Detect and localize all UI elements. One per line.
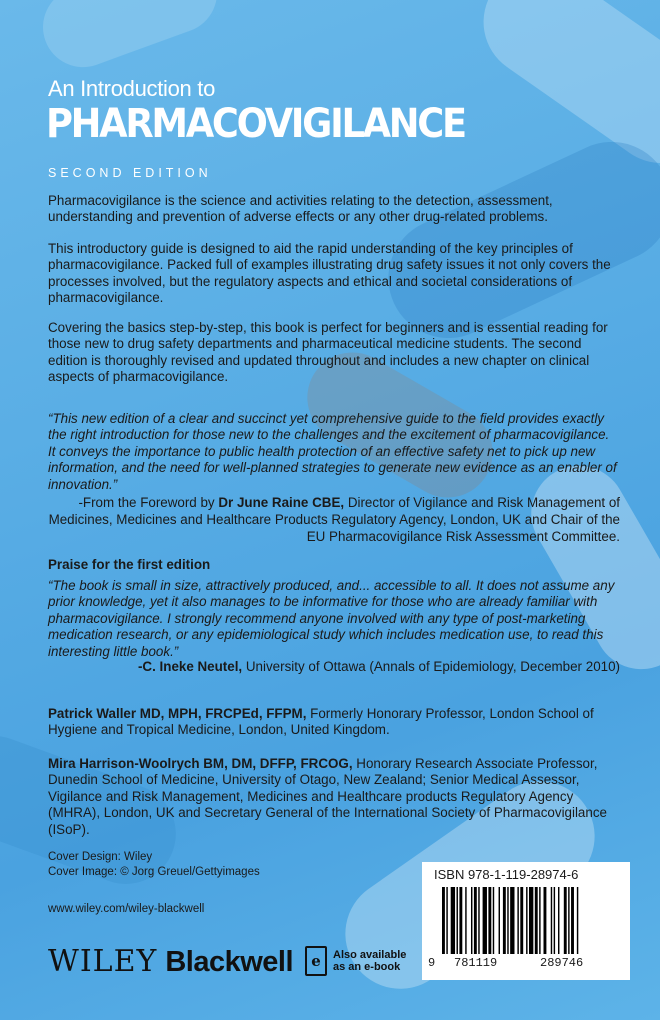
barcode-bar bbox=[526, 887, 527, 954]
barcode-bar bbox=[493, 887, 494, 954]
barcode-bar bbox=[451, 887, 455, 954]
foreword-quote: “This new edition of a clear and succinct yet comprehensive guide to the field provides exactly the right introduction for those new to the challenges and the excitement of pharmacovigilance. It conveys the importance to public health protection of an effective safety net to pick up new information, and the need for well-planned strategies to generate new evidence as an enabler of innovation.” bbox=[48, 411, 617, 492]
ebook-icon bbox=[305, 946, 327, 976]
praise-heading: Praise for the first edition bbox=[48, 557, 211, 572]
decorative-capsule bbox=[32, 0, 229, 78]
wiley-wordmark: WILEY bbox=[48, 944, 158, 979]
barcode-bar bbox=[465, 887, 466, 954]
foreword-prefix: -From the Foreword by bbox=[78, 495, 219, 510]
book-title: PHARMACOVIGILANCE bbox=[46, 101, 465, 147]
barcode-bar bbox=[499, 887, 500, 954]
barcode-bar bbox=[471, 887, 472, 954]
barcode-bar bbox=[478, 887, 479, 954]
ebook-badge bbox=[305, 946, 406, 976]
barcode-bar bbox=[507, 887, 508, 954]
description-paragraph-2: This introductory guide is designed to aid the rapid understanding of the key principles of pharmacovigilance. Packed full of examples illustrating drug safety issues it not only covers the processes involved, but the regulatory aspects and ethical and societal considerations of pharmacovigilance. bbox=[48, 241, 611, 306]
author-bio bbox=[48, 706, 620, 739]
cover-design-credit: Cover Design: Wiley bbox=[48, 851, 153, 863]
barcode-bar bbox=[554, 887, 555, 954]
barcode-digit-prefix: 9 bbox=[428, 956, 436, 970]
barcode-bar bbox=[564, 887, 567, 954]
praise-source: University of Ottawa (Annals of Epidemiology, December 2010) bbox=[242, 659, 620, 674]
ebook-icon-letter: e bbox=[311, 952, 321, 970]
ebook-text bbox=[333, 949, 406, 973]
author-bio bbox=[48, 756, 620, 838]
foreword-attribution bbox=[48, 494, 620, 545]
barcode-bar bbox=[442, 887, 445, 954]
barcode-bar bbox=[577, 887, 578, 954]
barcode-bar bbox=[459, 887, 462, 954]
barcode-bar bbox=[544, 887, 547, 954]
barcode-bar bbox=[551, 887, 552, 954]
barcode-digits-left: 781119 bbox=[454, 956, 498, 970]
title-intro: An Introduction to bbox=[48, 76, 216, 101]
barcode-bar bbox=[446, 887, 447, 954]
praise-attribution bbox=[48, 659, 620, 674]
praise-author: -C. Ineke Neutel, bbox=[137, 659, 243, 674]
barcode-bar bbox=[517, 887, 518, 954]
barcode-bar bbox=[571, 887, 574, 954]
edition-label: SECOND EDITION bbox=[48, 166, 212, 180]
barcode-bar bbox=[529, 887, 533, 954]
barcode-bar bbox=[535, 887, 538, 954]
barcode-bar bbox=[539, 887, 540, 954]
barcode-digits-right: 289746 bbox=[540, 956, 584, 970]
barcode-bar bbox=[558, 887, 559, 954]
description-paragraph-3: Covering the basics step-by-step, this book is perfect for beginners and is essential reading for those new to drug safety departments and pharmaceutical medicine students. The second edition is thoroughly revised and updated throughout and includes a new chapter on clinical aspects of pharmacovigilance. bbox=[48, 320, 608, 385]
barcode-bar bbox=[488, 887, 491, 954]
barcode-bar bbox=[568, 887, 569, 954]
author-affiliation: Honorary Research Associate Professor, Dunedin School of Medicine, University of Otago, New Zealand; Senior Medical Assessor, Vigilance and Risk Management, Medicines and Healthcare products Regulatory Agency (MHRA), London, UK and Secretary General of the International Society of Pharmacovigilance (ISoP). bbox=[48, 756, 607, 837]
foreword-affiliation: Director of Vigilance and Risk Management of Medicines, Medicines and Healthcare Products Regulatory Agency, London, UK and Chair of the EU Pharmacovigilance Risk Assessment Committee. bbox=[48, 495, 620, 544]
cover-image-credit: Cover Image: © Jorg Greuel/Gettyimages bbox=[48, 866, 260, 878]
barcode-bars bbox=[442, 887, 622, 954]
ebook-line-2: as an e-book bbox=[333, 961, 401, 973]
blackwell-wordmark: Blackwell bbox=[165, 946, 293, 978]
barcode-bar bbox=[457, 887, 458, 954]
barcode-bar bbox=[474, 887, 477, 954]
publisher-logo bbox=[48, 944, 293, 979]
cover-credits bbox=[48, 850, 260, 880]
author-name: Patrick Waller MD, MPH, FRCPEd, FFPM, bbox=[48, 706, 307, 721]
barcode-bar bbox=[503, 887, 506, 954]
author-affiliation: Formerly Honorary Professor, London School of Hygiene and Tropical Medicine, London, United Kingdom. bbox=[48, 706, 594, 738]
isbn-label: ISBN 978-1-119-28974-6 bbox=[434, 867, 579, 882]
barcode-bar bbox=[510, 887, 514, 954]
isbn-barcode bbox=[422, 862, 630, 980]
barcode-bar bbox=[483, 887, 487, 954]
barcode-bar bbox=[520, 887, 523, 954]
foreword-author: Dr June Raine CBE, bbox=[218, 495, 345, 510]
ebook-line-1: Also available bbox=[333, 949, 407, 961]
publisher-url[interactable]: www.wiley.com/wiley-blackwell bbox=[48, 903, 205, 915]
praise-quote: “The book is small in size, attractively produced, and... accessible to all. It does not assume any prior knowledge, yet it also manages to be informative for those who are already familiar with pharmacovigilance. I strongly recommend anyone involved with any type of post-marketing medication research, or any epidemiological study which includes medication use, to read this interesting little book.” bbox=[48, 578, 615, 659]
description-paragraph-1: Pharmacovigilance is the science and activities relating to the detection, assessment, understanding and prevention of adverse effects or any other drug-related problems. bbox=[48, 193, 553, 225]
author-name: Mira Harrison-Woolrych BM, DM, DFFP, FRCOG, bbox=[48, 756, 353, 771]
